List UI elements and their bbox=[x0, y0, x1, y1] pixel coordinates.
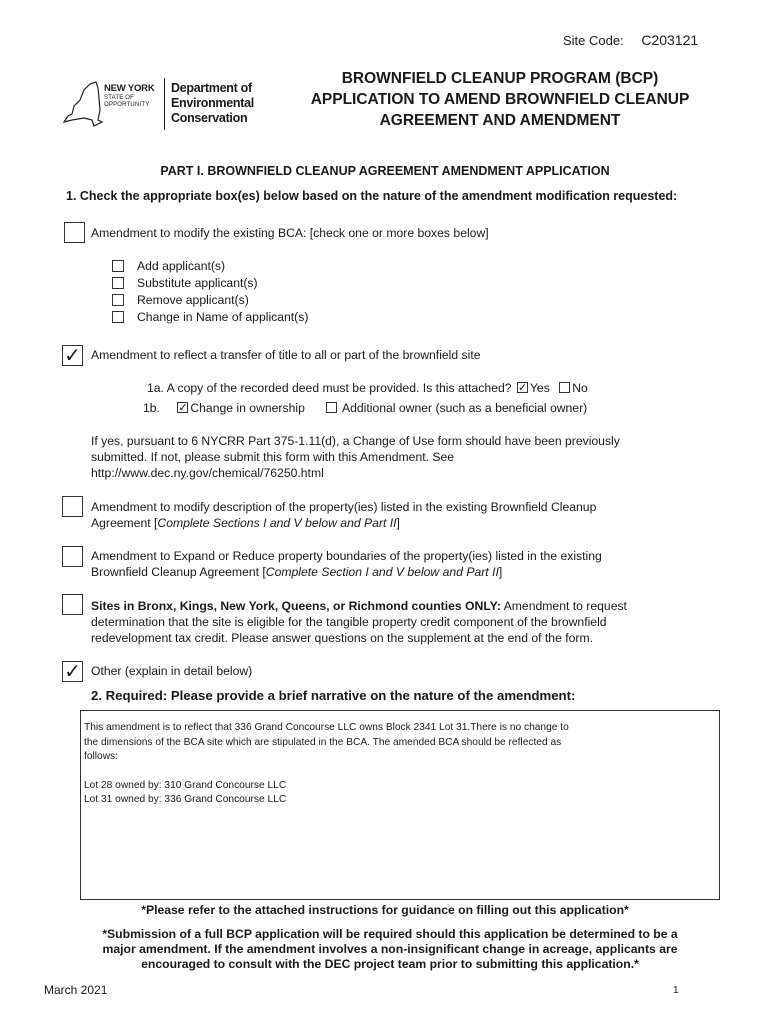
modify-description-line1: Amendment to modify description of the property(ies) listed in the existing Brownfield Cleanup bbox=[91, 500, 597, 514]
change-ownership-label: Change in ownership bbox=[190, 401, 305, 415]
change-ownership-checkbox[interactable] bbox=[177, 402, 188, 413]
deed-no-checkbox[interactable] bbox=[559, 382, 570, 393]
new-york-state-map-icon bbox=[58, 76, 104, 132]
nyc-sites-line2: determination that the site is eligible for the tangible property credit component of the brownfield bbox=[91, 615, 607, 629]
ownership-prefix: 1b. bbox=[143, 401, 160, 415]
modify-bca-checkbox[interactable] bbox=[64, 222, 85, 243]
modify-description-label bbox=[91, 499, 596, 531]
document-title bbox=[280, 68, 720, 131]
transfer-title-label: Amendment to reflect a transfer of title to all or part of the brownfield site bbox=[91, 348, 481, 362]
logo-tagline-line2: OPPORTUNITY bbox=[104, 102, 150, 108]
modify-bca-label: Amendment to modify the existing BCA: [check one or more boxes below] bbox=[91, 226, 489, 240]
nyc-sites-label bbox=[91, 598, 627, 646]
expand-reduce-prefix: Brownfield Cleanup Agreement [ bbox=[91, 565, 266, 579]
expand-reduce-line1: Amendment to Expand or Reduce property boundaries of the property(ies) listed in the existing bbox=[91, 549, 602, 563]
submission-line1: *Submission of a full BCP application will be required should this application be determined to be a bbox=[102, 927, 678, 941]
page-number: 1 bbox=[673, 985, 679, 996]
add-applicant-label: Add applicant(s) bbox=[137, 259, 226, 273]
narrative-line1: This amendment is to reflect that 336 Grand Concourse LLC owns Block 2341 Lot 31.There is no change to bbox=[84, 722, 569, 733]
title-line1: BROWNFIELD CLEANUP PROGRAM (BCP) bbox=[341, 70, 659, 87]
narrative-paragraph bbox=[84, 721, 716, 765]
change-of-use-line2: submitted. If not, please submit this form with this Amendment. See bbox=[91, 450, 455, 464]
nyc-sites-checkbox[interactable] bbox=[62, 594, 83, 615]
logo-dept-line1: Department of bbox=[171, 81, 252, 95]
logo-department bbox=[171, 81, 254, 126]
site-code bbox=[563, 32, 698, 48]
other-label: Other (explain in detail below) bbox=[91, 664, 253, 678]
title-line3: AGREEMENT AND AMENDMENT bbox=[379, 112, 621, 129]
nyc-sites-line1-rest: Amendment to request bbox=[500, 599, 627, 613]
deed-no-label: No bbox=[572, 381, 588, 395]
remove-applicant-label: Remove applicant(s) bbox=[137, 293, 249, 307]
nyc-sites-line3: redevelopment tax credit. Please answer questions on the supplement at the end of the form. bbox=[91, 631, 594, 645]
modify-description-italic: Complete Sections I and V below and Part II bbox=[157, 516, 397, 530]
deed-attached-text: 1a. A copy of the recorded deed must be provided. Is this attached? bbox=[147, 381, 512, 395]
additional-owner-checkbox[interactable] bbox=[326, 402, 337, 413]
deed-yes-checkbox[interactable] bbox=[517, 382, 528, 393]
change-of-use-link[interactable]: http://www.dec.ny.gov/chemical/76250.html bbox=[91, 466, 324, 480]
other-check-icon: ✓ bbox=[64, 659, 81, 683]
submission-line2: major amendment. If the amendment involves a non-insignificant change in acreage, applicants are bbox=[102, 942, 678, 956]
submission-note bbox=[50, 927, 730, 972]
submission-line3: encouraged to consult with the DEC project team prior to submitting this application.* bbox=[141, 957, 639, 971]
expand-reduce-suffix: ] bbox=[498, 565, 503, 579]
logo-tagline-line1: STATE OF bbox=[104, 95, 135, 101]
add-applicant-checkbox[interactable] bbox=[112, 260, 124, 272]
modify-description-suffix: ] bbox=[396, 516, 400, 530]
logo-dept-line3: Conservation bbox=[171, 111, 248, 125]
logo-state-name: NEW YORK bbox=[104, 83, 155, 94]
additional-owner-label: Additional owner (such as a beneficial owner) bbox=[341, 401, 588, 415]
deed-yes-label: Yes bbox=[529, 381, 550, 395]
substitute-applicant-label: Substitute applicant(s) bbox=[137, 276, 258, 290]
nys-dec-logo bbox=[58, 72, 268, 132]
change-of-use-note bbox=[91, 433, 620, 481]
narrative-line2: the dimensions of the BCA site which are stipulated in the BCA. The amended BCA should be reflected as bbox=[84, 736, 562, 748]
change-name-label: Change in Name of applicant(s) bbox=[137, 310, 309, 324]
site-code-value: C203121 bbox=[641, 32, 699, 48]
transfer-title-checkbox[interactable] bbox=[62, 345, 83, 366]
instructions-note: *Please refer to the attached instructions for guidance on filling out this application* bbox=[141, 903, 629, 917]
expand-reduce-italic: Complete Section I and V below and Part II bbox=[265, 565, 499, 579]
expand-reduce-line2 bbox=[91, 564, 602, 580]
narrative-textarea[interactable] bbox=[80, 710, 720, 900]
logo-tagline bbox=[104, 95, 149, 109]
site-code-label: Site Code: bbox=[563, 33, 624, 48]
remove-applicant-checkbox[interactable] bbox=[112, 294, 124, 306]
title-line2: APPLICATION TO AMEND BROWNFIELD CLEANUP bbox=[310, 91, 690, 108]
nyc-sites-bold: Sites in Bronx, Kings, New York, Queens, or Richmond counties ONLY: bbox=[91, 599, 501, 613]
modify-description-line2 bbox=[91, 515, 596, 531]
other-checkbox[interactable] bbox=[62, 661, 83, 682]
logo-dept-line2: Environmental bbox=[171, 96, 254, 110]
change-name-checkbox[interactable] bbox=[112, 311, 124, 323]
question-2: 2. Required: Please provide a brief narrative on the nature of the amendment: bbox=[91, 688, 576, 703]
narrative-lot-31: Lot 31 owned by: 336 Grand Concourse LLC bbox=[84, 794, 287, 805]
expand-reduce-label bbox=[91, 548, 602, 580]
transfer-title-check-icon: ✓ bbox=[64, 343, 81, 367]
modify-description-prefix: Agreement [ bbox=[91, 516, 158, 530]
question-1: 1. Check the appropriate box(es) below based on the nature of the amendment modification requested: bbox=[66, 189, 678, 203]
change-of-use-line1: If yes, pursuant to 6 NYCRR Part 375-1.11(d), a Change of Use form should have been previously bbox=[91, 434, 620, 448]
substitute-applicant-checkbox[interactable] bbox=[112, 277, 124, 289]
modify-description-checkbox[interactable] bbox=[62, 496, 83, 517]
part-title: PART I. BROWNFIELD CLEANUP AGREEMENT AMENDMENT APPLICATION bbox=[160, 164, 610, 178]
ownership-question bbox=[143, 400, 587, 416]
expand-reduce-checkbox[interactable] bbox=[62, 546, 83, 567]
narrative-lot-28: Lot 28 owned by: 310 Grand Concourse LLC bbox=[84, 779, 287, 791]
footer-date: March 2021 bbox=[44, 983, 108, 997]
nyc-sites-line1 bbox=[91, 598, 627, 614]
narrative-line3: follows: bbox=[84, 751, 118, 762]
logo-divider bbox=[164, 78, 165, 130]
deed-attached-question bbox=[147, 380, 588, 396]
